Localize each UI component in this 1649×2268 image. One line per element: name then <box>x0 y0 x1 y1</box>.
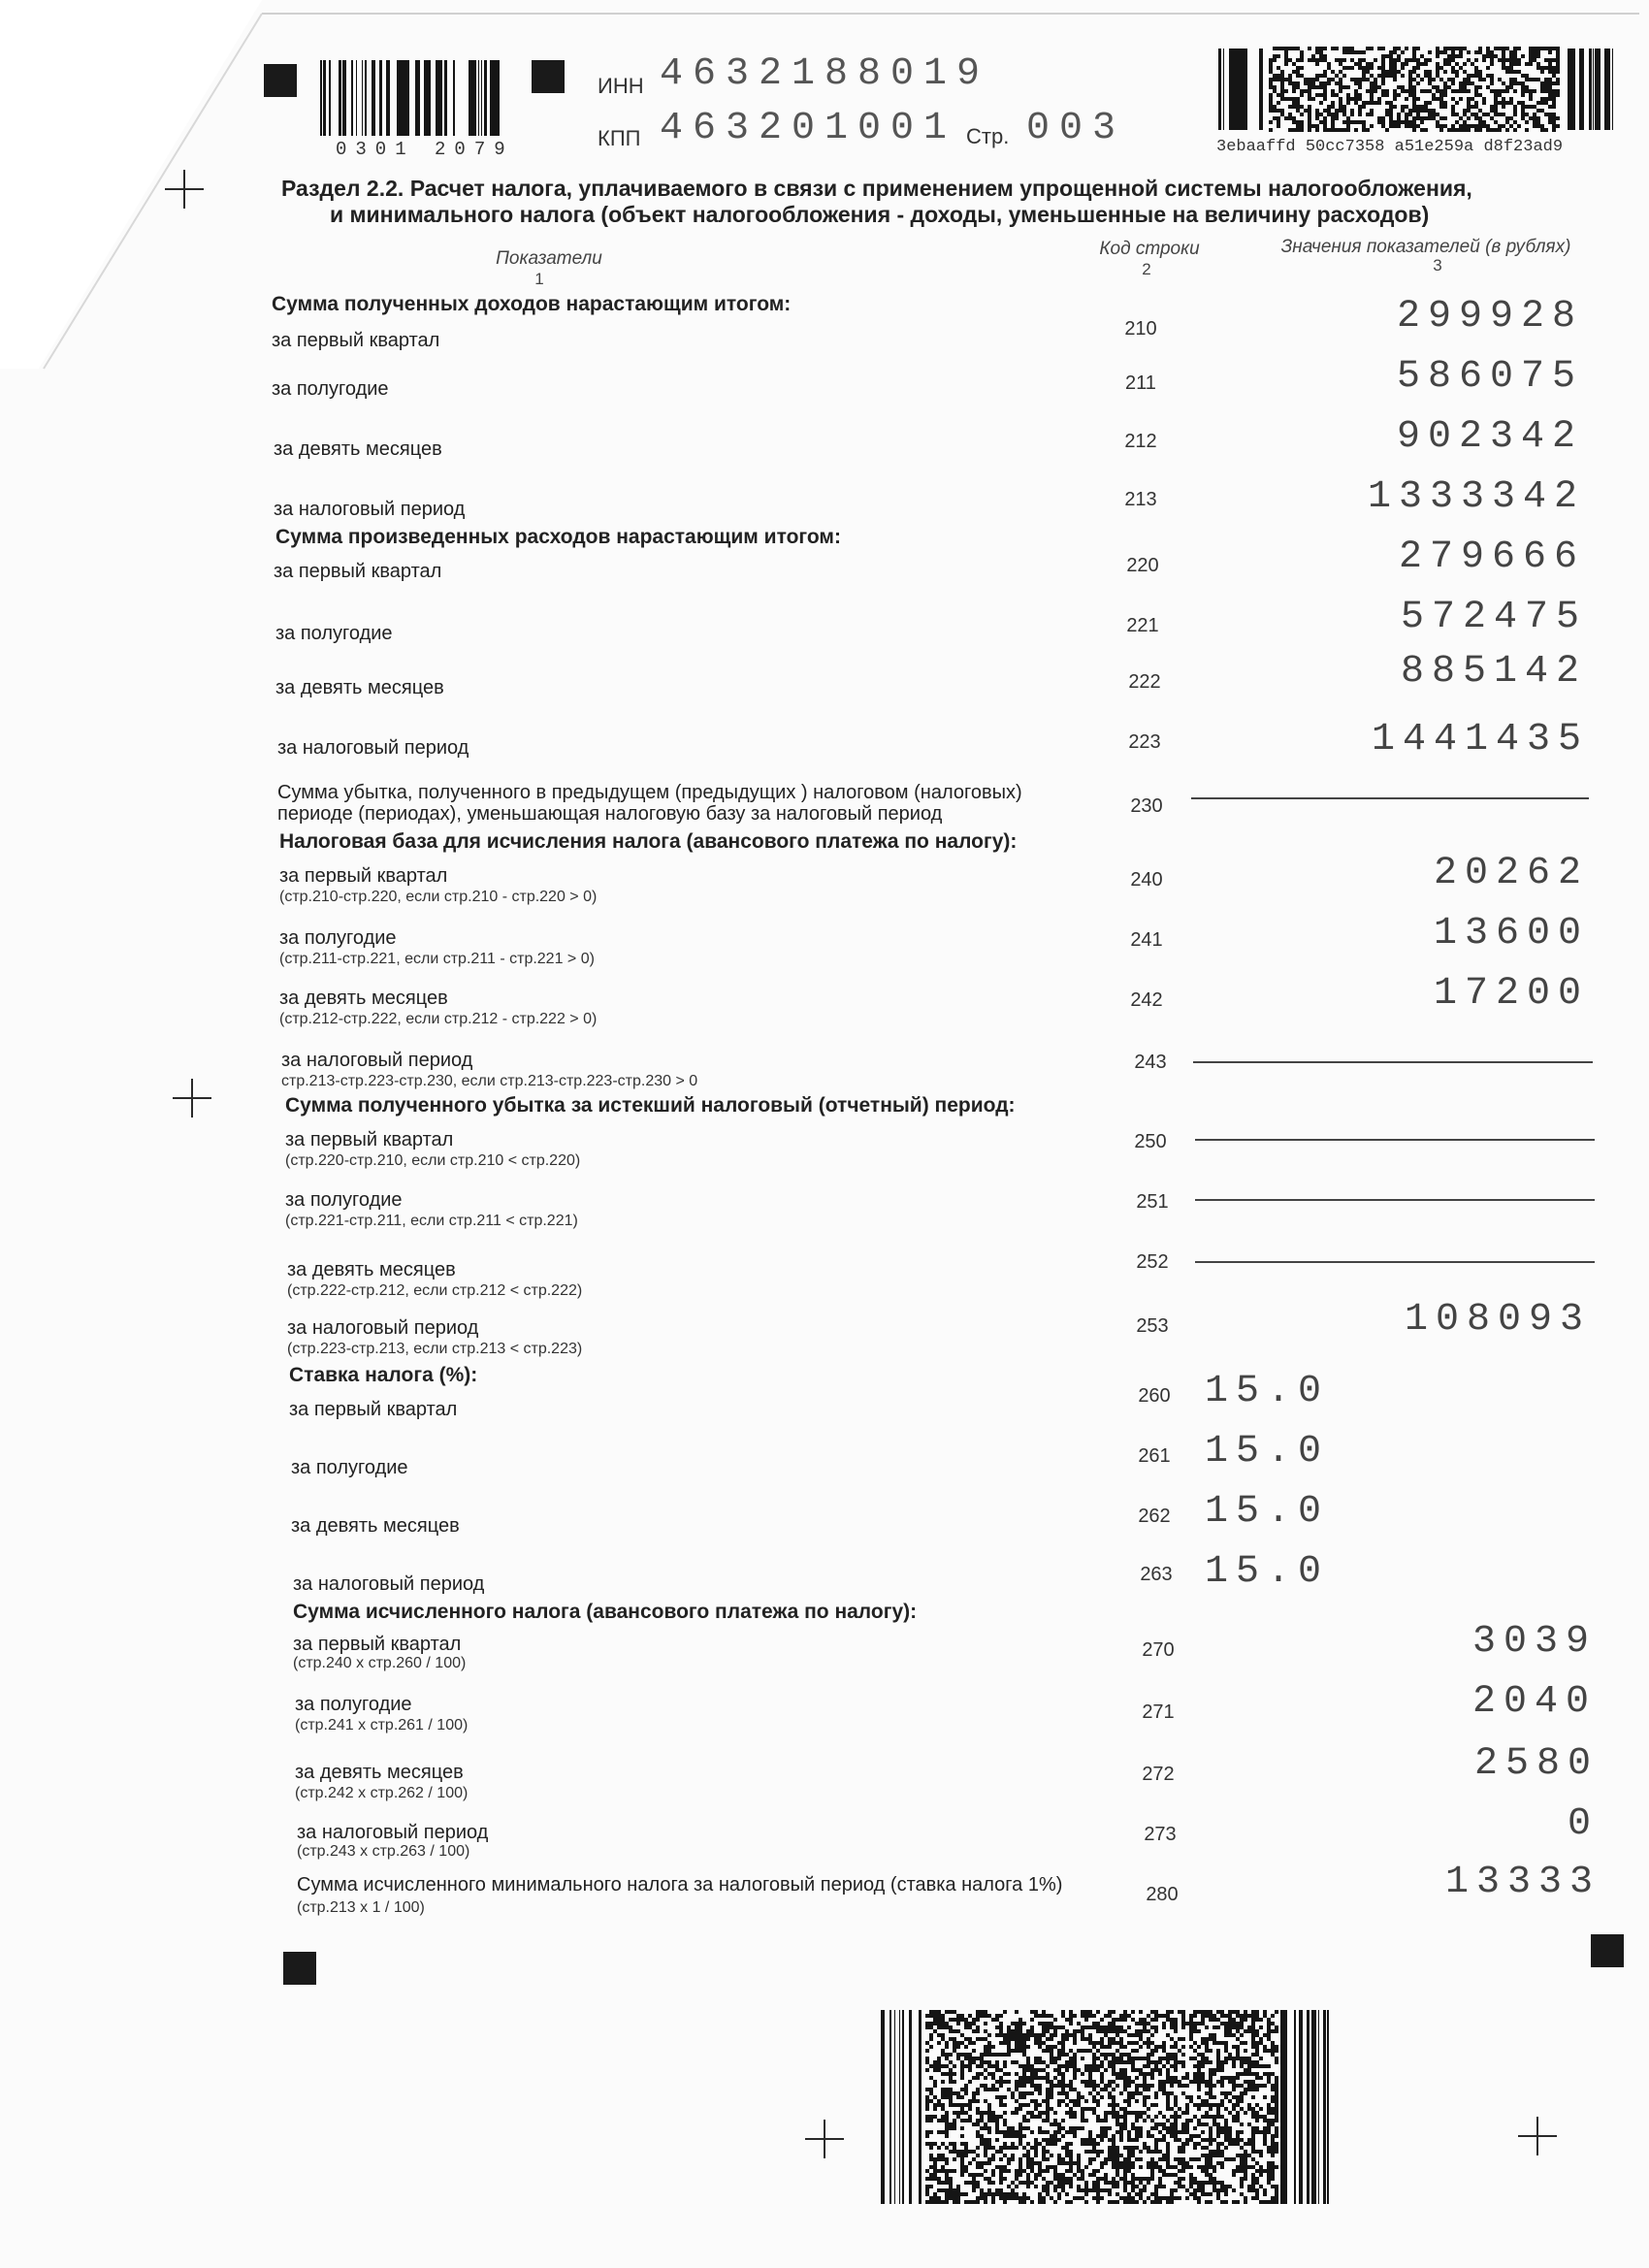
row-262-value: 15.0 <box>1205 1490 1330 1534</box>
registration-cross-middle-left <box>173 1079 211 1118</box>
row-253-code: 253 <box>1136 1315 1169 1337</box>
group-heading-calculated-tax: Сумма исчисленного налога (авансового платежа по налогу): <box>293 1601 918 1623</box>
row-271-label: за полугодие <box>295 1694 412 1715</box>
row-253-formula: (стр.223-стр.213, если стр.213 < стр.223) <box>287 1341 583 1357</box>
section-title-line-1: Раздел 2.2. Расчет налога, уплачиваемого в связи с применением упрощенной системы налогообложения, <box>281 176 1472 201</box>
row-280-code: 280 <box>1146 1884 1179 1905</box>
row-240-value: 20262 <box>1433 852 1589 895</box>
row-223-label: за налоговый период <box>277 737 469 759</box>
row-211-label: за полугодие <box>272 378 389 400</box>
row-243-label: за налоговый период <box>281 1050 473 1071</box>
registration-cross-top-left <box>165 170 204 209</box>
row-252-label: за девять месяцев <box>287 1259 456 1280</box>
row-242-formula: (стр.212-стр.222, если стр.212 - стр.222 > 0) <box>279 1011 598 1027</box>
row-250-code: 250 <box>1134 1131 1167 1152</box>
row-272-code: 272 <box>1142 1764 1175 1785</box>
row-280-label: Сумма исчисленного минимального налога за налоговый период (ставка налога 1%) <box>297 1874 1063 1895</box>
row-280-value: 13333 <box>1444 1861 1600 1904</box>
row-213-value: 1333342 <box>1367 475 1585 519</box>
row-213-code: 213 <box>1124 489 1157 510</box>
row-210-label: за первый квартал <box>272 330 440 351</box>
row-221-label: за полугодие <box>275 623 393 644</box>
row-230-empty-value <box>1191 797 1589 799</box>
row-260-code: 260 <box>1138 1385 1171 1407</box>
registration-cross-bottom-center <box>805 2120 844 2158</box>
row-250-label: за первый квартал <box>285 1129 454 1150</box>
group-heading-tax-rate: Ставка налога (%): <box>289 1364 478 1386</box>
document-hash: 3ebaaffd 50cc7358 a51e259a d8f23ad9 <box>1216 138 1564 156</box>
section-title-line-2: и минимального налога (объект налогообложения - доходы, уменьшенные на величину расходов) <box>330 202 1430 227</box>
row-242-label: за девять месяцев <box>279 988 448 1009</box>
barcode-icon <box>881 2010 923 2204</box>
row-261-value: 15.0 <box>1205 1430 1330 1474</box>
column-header-code: Код строки <box>1099 239 1200 259</box>
row-230-label-line-1: Сумма убытка, полученного в предыдущем (предыдущих ) налоговом (налоговых) <box>277 782 1022 803</box>
registration-cross-bottom-right <box>1518 2117 1557 2155</box>
kpp-value: 463201001 <box>660 107 957 150</box>
kpp-label: КПП <box>598 126 641 150</box>
column-number-3: 3 <box>1433 256 1442 275</box>
row-240-formula: (стр.210-стр.220, если стр.210 - стр.220 > 0) <box>279 889 598 905</box>
barcode-icon <box>320 60 501 136</box>
row-280-formula: (стр.213 х 1 / 100) <box>297 1899 425 1916</box>
row-251-empty-value <box>1195 1199 1595 1201</box>
barcode-number: 0301 2079 <box>336 139 514 160</box>
column-number-2: 2 <box>1142 260 1151 278</box>
2d-barcode-icon <box>1269 47 1560 132</box>
2d-barcode-icon <box>925 2010 1278 2204</box>
row-270-label: за первый квартал <box>293 1634 462 1655</box>
row-223-value: 1441435 <box>1371 718 1589 761</box>
alignment-marker-bottom-right <box>1591 1934 1624 1967</box>
row-223-code: 223 <box>1128 731 1161 753</box>
row-271-code: 271 <box>1142 1701 1175 1723</box>
alignment-marker-top-middle <box>532 60 565 93</box>
row-261-label: за полугодие <box>291 1457 408 1478</box>
row-210-value: 299928 <box>1396 295 1583 339</box>
row-250-empty-value <box>1195 1139 1595 1141</box>
barcode-icon <box>1568 49 1622 130</box>
row-241-formula: (стр.211-стр.221, если стр.211 - стр.221 > 0) <box>279 951 595 967</box>
row-263-value: 15.0 <box>1205 1550 1330 1594</box>
row-272-label: за девять месяцев <box>295 1762 464 1783</box>
row-240-label: за первый квартал <box>279 865 448 887</box>
row-273-formula: (стр.243 х стр.263 / 100) <box>297 1843 470 1860</box>
row-273-code: 273 <box>1144 1824 1177 1845</box>
row-251-formula: (стр.221-стр.211, если стр.211 < стр.221) <box>285 1213 578 1229</box>
row-222-value: 885142 <box>1400 650 1587 694</box>
row-252-empty-value <box>1195 1261 1595 1263</box>
row-261-code: 261 <box>1138 1445 1171 1467</box>
row-272-formula: (стр.242 х стр.262 / 100) <box>295 1785 469 1801</box>
row-262-label: за девять месяцев <box>291 1515 460 1537</box>
group-heading-tax-base: Налоговая база для исчисления налога (авансового платежа по налогу): <box>279 830 1018 853</box>
row-251-code: 251 <box>1136 1191 1169 1213</box>
row-242-value: 17200 <box>1433 972 1589 1016</box>
inn-label: ИНН <box>598 74 644 98</box>
row-220-code: 220 <box>1126 555 1159 576</box>
row-242-code: 242 <box>1130 989 1163 1011</box>
row-222-code: 222 <box>1128 671 1161 693</box>
row-263-label: за налоговый период <box>293 1573 485 1595</box>
row-230-code: 230 <box>1130 795 1163 817</box>
column-header-values: Значения показателей (в рублях) <box>1280 237 1571 257</box>
row-273-value: 0 <box>1567 1802 1599 1846</box>
row-252-code: 252 <box>1136 1251 1169 1273</box>
row-260-label: за первый квартал <box>289 1399 458 1420</box>
page-number: 003 <box>1026 107 1126 150</box>
row-243-code: 243 <box>1134 1052 1167 1073</box>
row-222-label: за девять месяцев <box>275 677 444 698</box>
alignment-marker-top-left <box>264 64 297 97</box>
barcode-icon <box>1218 49 1267 130</box>
row-270-value: 3039 <box>1471 1620 1597 1664</box>
row-220-label: за первый квартал <box>274 561 442 582</box>
page-label: Стр. <box>966 124 1010 148</box>
row-271-value: 2040 <box>1471 1680 1597 1724</box>
group-heading-expenses: Сумма произведенных расходов нарастающим итогом: <box>275 526 841 548</box>
row-241-code: 241 <box>1130 929 1163 951</box>
row-212-code: 212 <box>1124 431 1157 452</box>
barcode-icon <box>1280 2010 1331 2204</box>
row-220-value: 279666 <box>1398 535 1585 579</box>
row-251-label: за полугодие <box>285 1189 403 1211</box>
row-211-code: 211 <box>1125 373 1156 394</box>
row-253-value: 108093 <box>1404 1298 1591 1342</box>
row-262-code: 262 <box>1138 1506 1171 1527</box>
row-243-formula: стр.213-стр.223-стр.230, если стр.213-стр.223-стр.230 > 0 <box>281 1073 698 1089</box>
row-263-code: 263 <box>1140 1564 1173 1585</box>
row-260-value: 15.0 <box>1205 1370 1330 1413</box>
inn-value: 4632188019 <box>660 52 990 96</box>
row-253-label: за налоговый период <box>287 1317 479 1339</box>
group-heading-loss: Сумма полученного убытка за истекший налоговый (отчетный) период: <box>285 1094 1016 1117</box>
row-230-label-line-2: периоде (периодах), уменьшающая налоговую базу за налоговый период <box>277 803 943 825</box>
row-221-value: 572475 <box>1400 596 1587 639</box>
column-number-1: 1 <box>534 270 544 288</box>
row-210-code: 210 <box>1124 318 1157 340</box>
row-243-empty-value <box>1193 1061 1593 1063</box>
row-272-value: 2580 <box>1473 1742 1599 1786</box>
row-213-label: за налоговый период <box>274 499 466 520</box>
row-270-code: 270 <box>1142 1639 1175 1661</box>
row-211-value: 586075 <box>1396 355 1583 399</box>
row-212-value: 902342 <box>1396 415 1583 459</box>
group-heading-income: Сумма полученных доходов нарастающим итогом: <box>272 293 792 315</box>
row-250-formula: (стр.220-стр.210, если стр.210 < стр.220) <box>285 1152 581 1169</box>
row-212-label: за девять месяцев <box>274 438 442 460</box>
alignment-marker-bottom-left <box>283 1952 316 1985</box>
row-271-formula: (стр.241 х стр.261 / 100) <box>295 1717 469 1733</box>
row-241-label: за полугодие <box>279 927 397 949</box>
row-252-formula: (стр.222-стр.212, если стр.212 < стр.222) <box>287 1282 583 1299</box>
row-270-formula: (стр.240 х стр.260 / 100) <box>293 1655 467 1671</box>
row-240-code: 240 <box>1130 869 1163 891</box>
row-241-value: 13600 <box>1433 912 1589 956</box>
column-header-indicators: Показатели <box>496 248 602 269</box>
row-273-label: за налоговый период <box>297 1822 489 1843</box>
row-221-code: 221 <box>1126 615 1159 636</box>
